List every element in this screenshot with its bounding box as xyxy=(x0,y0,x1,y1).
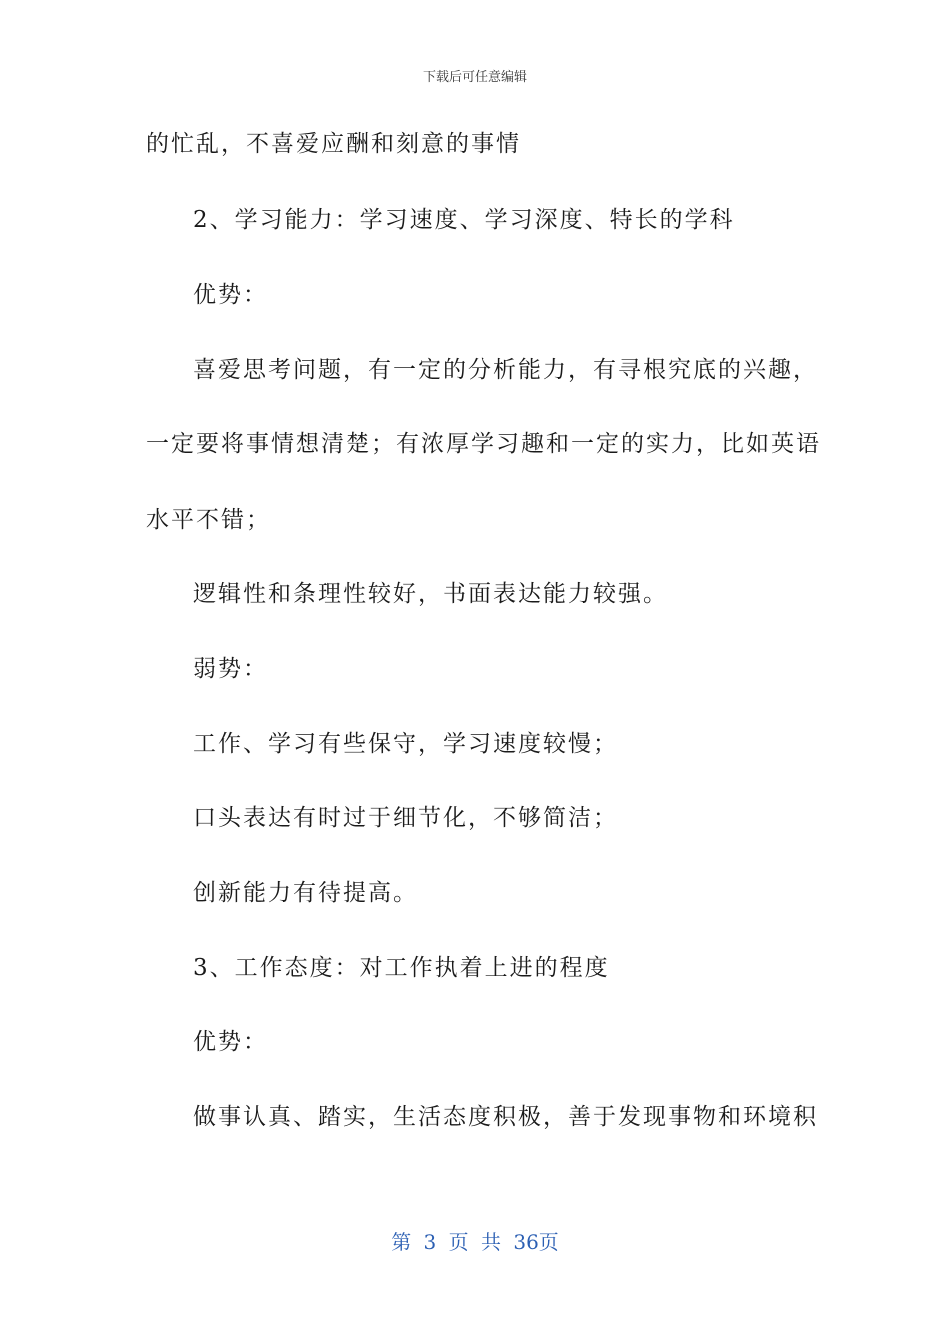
subheading-strengths: 优势： xyxy=(193,1029,268,1055)
subheading-weaknesses: 弱势： xyxy=(193,656,268,682)
section-heading: 3、工作态度：对工作执着上进的程度 xyxy=(193,955,610,981)
body-line: 逻辑性和条理性较好，书面表达能力较强。 xyxy=(193,581,668,607)
body-line: 水平不错； xyxy=(146,507,271,533)
body-line: 口头表达有时过于细节化，不够简洁； xyxy=(193,805,618,831)
body-line: 一定要将事情想清楚；有浓厚学习趣和一定的实力，比如英语 xyxy=(146,431,821,457)
page-header: 下载后可任意编辑 xyxy=(422,70,527,85)
body-line: 的忙乱，不喜爱应酬和刻意的事情 xyxy=(146,131,521,157)
subheading-strengths: 优势： xyxy=(193,282,268,308)
body-line: 做事认真、踏实，生活态度积极，善于发现事物和环境积 xyxy=(193,1104,818,1130)
section-heading: 2、学习能力：学习速度、学习深度、特长的学科 xyxy=(193,207,735,233)
page-number-footer: 第 3 页 共 36页 xyxy=(391,1230,559,1254)
body-line: 喜爱思考问题，有一定的分析能力，有寻根究底的兴趣， xyxy=(193,357,818,383)
body-line: 创新能力有待提高。 xyxy=(193,880,418,906)
body-line: 工作、学习有些保守，学习速度较慢； xyxy=(193,731,618,757)
